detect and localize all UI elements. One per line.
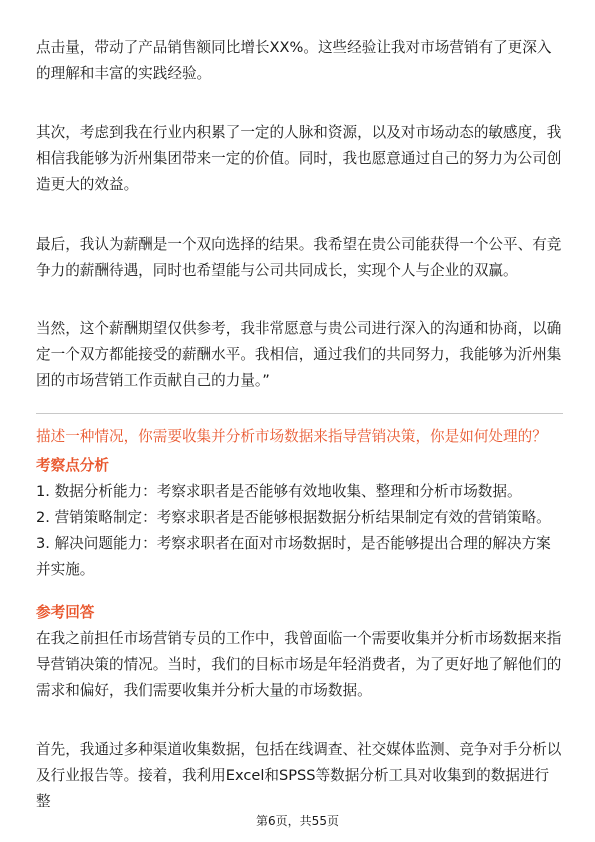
body-paragraph: 最后，我认为薪酬是一个双向选择的结果。我希望在贵公司能获得一个公平、有竞争力的薪酬待遇，同时也希望能与公司共同成长，实现个人与企业的双赢。 bbox=[36, 236, 562, 279]
body-paragraph: 其次，考虑到我在行业内积累了一定的人脉和资源，以及对市场动态的敏感度，我相信我能够为沂州集团带来一定的价值。同时，我也愿意通过自己的努力为公司创造更大的效益。 bbox=[36, 124, 562, 193]
analysis-item: 2. 营销策略制定：考察求职者是否能够根据数据分析结果制定有效的营销策略。 bbox=[36, 509, 551, 526]
answer-paragraph: 在我之前担任市场营销专员的工作中，我曾面临一个需要收集并分析市场数据来指导营销决策的情况。当时，我们的目标市场是年轻消费者，为了更好地了解他们的需求和偏好，我们需要收集并分析大量的市场数据。 bbox=[36, 630, 562, 699]
analysis-item: 1. 数据分析能力：考察求职者是否能够有效地收集、整理和分析市场数据。 bbox=[36, 483, 522, 500]
section-divider bbox=[36, 413, 563, 414]
analysis-label: 考察点分析 bbox=[36, 457, 109, 474]
body-paragraph: 当然，这个薪酬期望仅供参考，我非常愿意与贵公司进行深入的沟通和协商，以确定一个双方都能接受的薪酬水平。我相信，通过我们的共同努力，我能够为沂州集团的市场营销工作贡献自己的力量。” bbox=[36, 320, 562, 389]
question-heading: 描述一种情况，你需要收集并分析市场数据来指导营销决策，你是如何处理的？ bbox=[36, 428, 547, 445]
analysis-list bbox=[36, 479, 563, 583]
analysis-item: 3. 解决问题能力：考察求职者在面对市场数据时，是否能够提出合理的解决方案并实施。 bbox=[36, 535, 551, 578]
document-page bbox=[36, 0, 563, 842]
body-paragraph: 点击量，带动了产品销售额同比增长XX%。这些经验让我对市场营销有了更深入的理解和丰富的实践经验。 bbox=[36, 39, 552, 82]
page-footer: 第6页，共55页 bbox=[256, 814, 339, 828]
answer-paragraph: 首先，我通过多种渠道收集数据，包括在线调查、社交媒体监测、竞争对手分析以及行业报告等。接着，我利用Excel和SPSS等数据分析工具对收集到的数据进行整 bbox=[36, 741, 562, 810]
answer-label: 参考回答 bbox=[36, 604, 95, 621]
